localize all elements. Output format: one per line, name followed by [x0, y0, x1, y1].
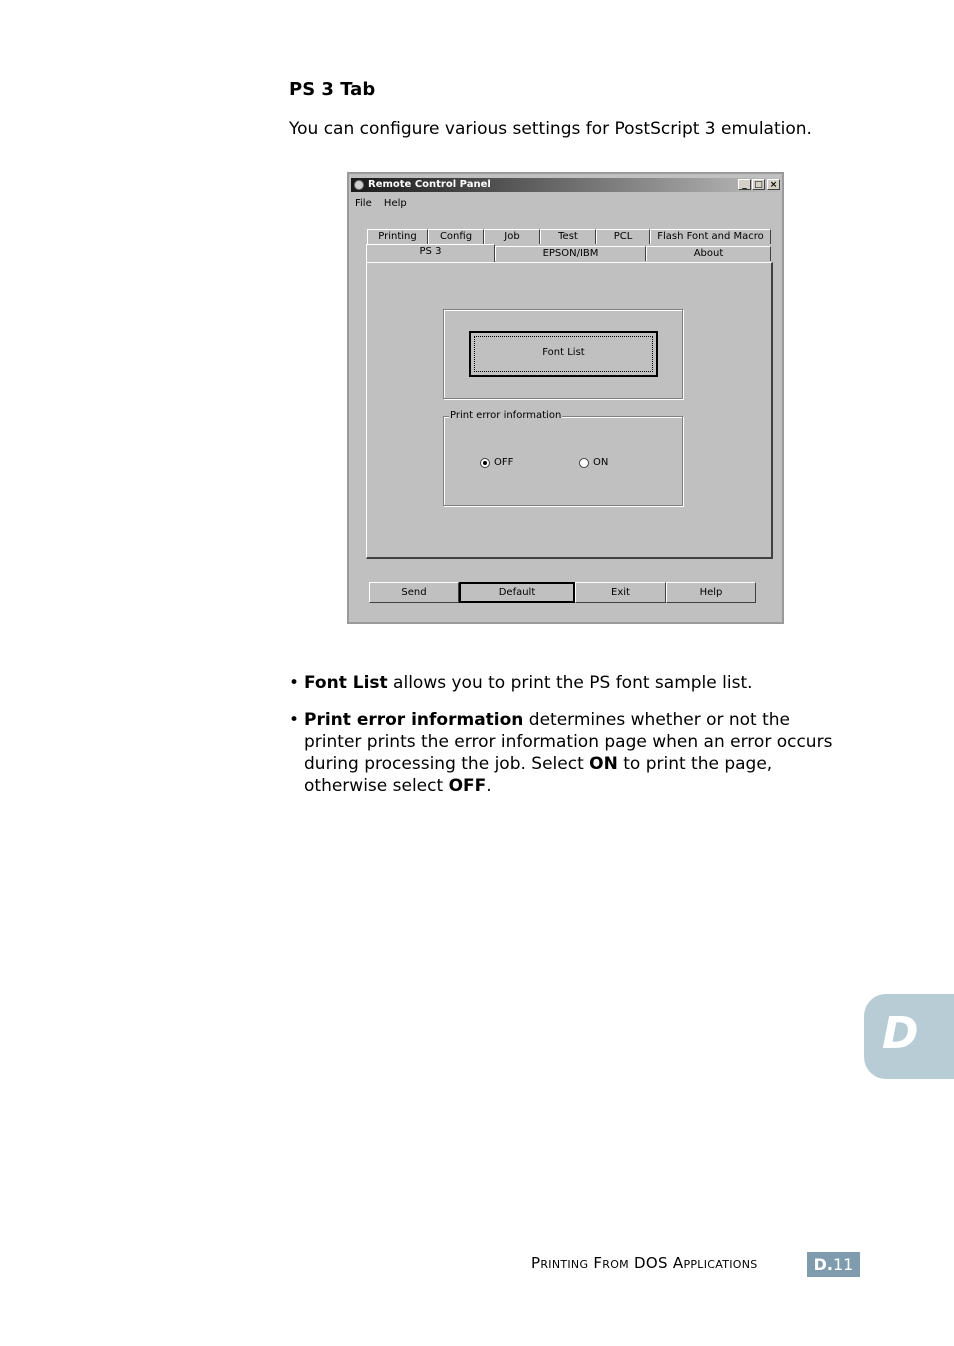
bullet-off-term: OFF	[448, 776, 487, 796]
bullet-end: .	[486, 776, 492, 796]
radio-selected-icon	[480, 458, 490, 468]
radio-unselected-icon	[579, 458, 589, 468]
print-error-group	[443, 416, 683, 506]
menu-file[interactable]: File	[355, 198, 372, 209]
help-button[interactable]: Help	[666, 582, 756, 603]
page-number-badge	[807, 1252, 860, 1277]
close-button[interactable]: ×	[767, 179, 780, 190]
minimize-button[interactable]: _	[738, 179, 751, 190]
radio-on-label: ON	[593, 457, 609, 468]
tab-about[interactable]: About	[646, 246, 771, 261]
chapter-tab	[864, 994, 954, 1079]
tab-test[interactable]: Test	[540, 229, 596, 244]
radio-off-label: OFF	[494, 457, 514, 468]
focus-rectangle	[474, 336, 653, 372]
print-error-group-label: Print error information	[450, 410, 562, 421]
send-button[interactable]: Send	[369, 582, 459, 603]
exit-button[interactable]: Exit	[575, 582, 666, 603]
font-list-button-label: Font List	[542, 347, 585, 358]
section-title: PS 3 Tab	[289, 79, 376, 100]
tab-flash-font-and-macro[interactable]: Flash Font and Macro	[650, 229, 771, 244]
bullet-on-term: ON	[589, 754, 618, 774]
bullet-term: Font List	[304, 673, 388, 693]
page-number: 11	[833, 1255, 854, 1274]
window-titlebar	[351, 178, 780, 192]
default-button[interactable]: Default	[459, 582, 575, 603]
tab-pcl[interactable]: PCL	[596, 229, 650, 244]
menu-bar	[355, 198, 416, 209]
page-prefix: D.	[813, 1255, 833, 1274]
tab-job[interactable]: Job	[484, 229, 540, 244]
footer-title: Printing From DOS Applications	[531, 1254, 758, 1272]
bullet-print-error	[289, 709, 849, 797]
tab-epson-ibm[interactable]: EPSON/IBM	[495, 246, 646, 261]
bullet-text	[304, 672, 869, 694]
window-title: Remote Control Panel	[368, 179, 491, 190]
radio-off[interactable]	[480, 457, 513, 468]
bullet-marker: •	[289, 710, 300, 730]
remote-control-panel-window	[347, 172, 784, 624]
ps3-tab-panel	[366, 262, 773, 559]
tab-printing[interactable]: Printing	[367, 229, 428, 244]
intro-paragraph: You can configure various settings for PostScript 3 emulation.	[289, 119, 812, 139]
bullet-text	[304, 709, 849, 797]
radio-on[interactable]	[579, 457, 608, 468]
font-list-button[interactable]	[469, 331, 658, 377]
tab-ps3[interactable]: PS 3	[366, 244, 495, 263]
bullet-description: determines whether or not the printer prints the error information page when an error occurs during processing the job. Select	[304, 710, 833, 774]
bullet-description: allows you to print the PS font sample list.	[387, 673, 753, 693]
tab-config[interactable]: Config	[428, 229, 484, 244]
bullet-description-2: to print the page, otherwise select	[304, 754, 773, 796]
maximize-button[interactable]: □	[752, 179, 765, 190]
menu-help[interactable]: Help	[383, 198, 407, 209]
bullet-font-list	[289, 672, 869, 694]
bullet-marker: •	[289, 673, 300, 693]
chapter-letter: D	[882, 1008, 919, 1059]
bullet-term: Print error information	[304, 710, 524, 730]
app-icon	[354, 180, 364, 190]
